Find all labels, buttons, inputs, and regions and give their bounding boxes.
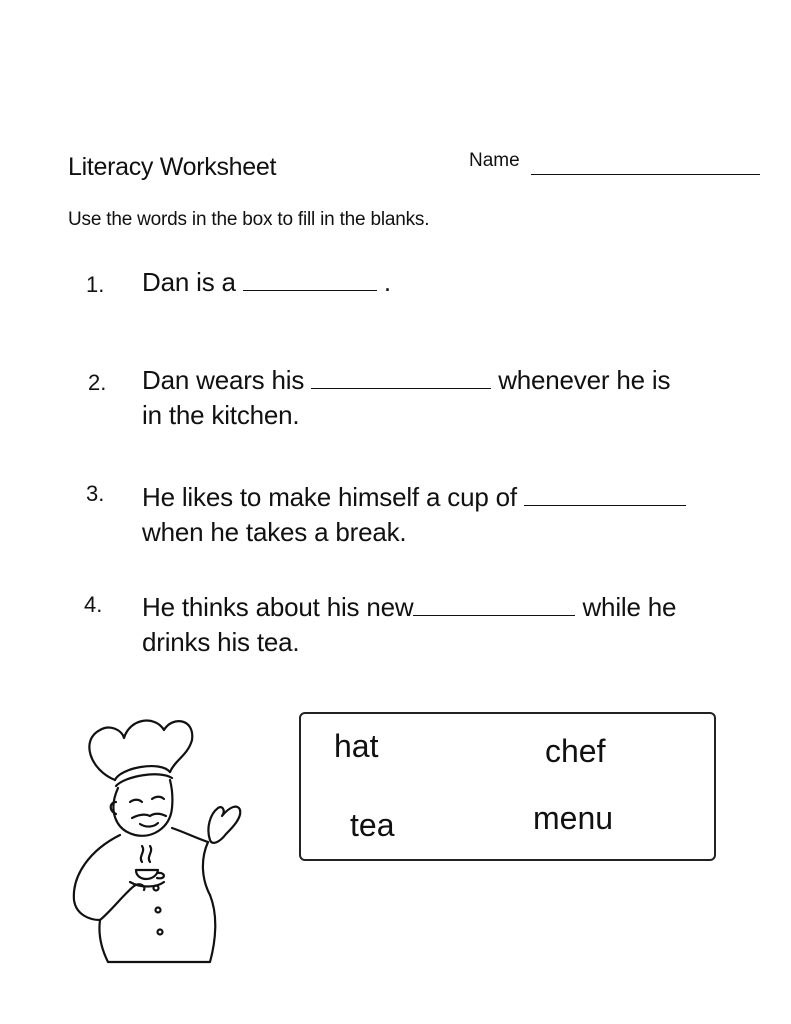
word-tea: tea [350,807,395,843]
question-number: 3. [86,481,105,506]
answer-blank[interactable] [413,593,575,616]
question-text-line2: drinks his tea. [142,627,300,657]
question-number: 2. [88,370,107,395]
question-text: . [376,267,391,297]
question-text-line2: when he takes a break. [142,517,407,547]
question-2 [142,363,670,433]
question-number: 1. [86,272,105,297]
answer-blank[interactable] [243,268,377,291]
question-text-line2: in the kitchen. [142,400,300,430]
question-number: 4. [84,592,103,617]
name-blank-line[interactable] [531,174,760,175]
question-text: He thinks about his new [142,592,414,622]
question-4 [142,590,676,660]
question-1 [142,265,391,300]
question-3 [142,480,686,550]
word-menu: menu [533,800,614,836]
name-label: Name [469,150,520,171]
word-hat: hat [334,728,379,764]
answer-blank[interactable] [524,483,686,506]
question-text: while he [575,592,677,622]
question-text: He likes to make himself a cup of [142,482,517,512]
chef-illustration [60,710,260,970]
question-text: whenever he is [491,365,671,395]
instructions-text: Use the words in the box to fill in the blanks. [68,209,430,230]
answer-blank[interactable] [311,366,491,389]
worksheet-title: Literacy Worksheet [68,153,277,181]
question-text: Dan wears his [142,365,305,395]
question-text: Dan is a [142,267,236,297]
word-chef: chef [545,733,606,769]
